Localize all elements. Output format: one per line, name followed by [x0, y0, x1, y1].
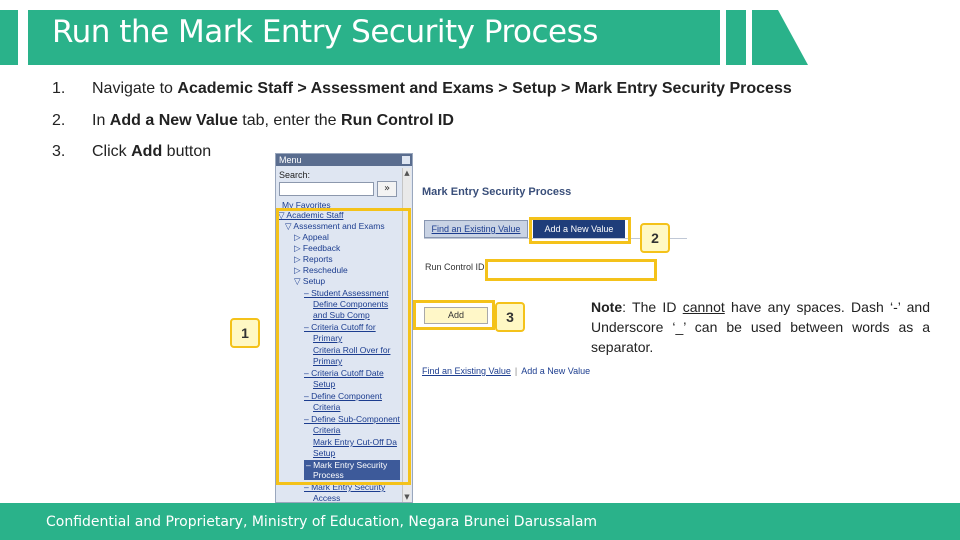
- menu-search-label: Search:: [279, 170, 311, 180]
- menu-item-mark-entry-security-access[interactable]: – Mark Entry Security: [304, 482, 386, 492]
- tab-find-existing-value[interactable]: Find an Existing Value: [424, 220, 528, 238]
- menu-item-reschedule[interactable]: ▷ Reschedule: [294, 265, 348, 275]
- deco-bar-1: [726, 10, 746, 65]
- menu-item-mark-entry-security-access-cont[interactable]: Access: [313, 493, 341, 503]
- menu-item-assessment-and-exams[interactable]: ▽ Assessment and Exams: [285, 221, 385, 231]
- step-text: Click Add button: [92, 143, 212, 160]
- deco-bar-2: [752, 10, 766, 65]
- menu-header: [276, 154, 412, 166]
- highlight-menu-path: [276, 208, 411, 485]
- note-text: Note: The ID cannot have any spaces. Dash ‘-’ and Underscore ‘_’ can be used between words as a separator.: [591, 299, 930, 355]
- menu-item-criteria-cutoff-primary[interactable]: – Criteria Cutoff for: [304, 322, 376, 332]
- step-text: Navigate to Academic Staff > Assessment and Exams > Setup > Mark Entry Security Process: [92, 80, 792, 97]
- menu-item-mark-entry-cutoff[interactable]: Mark Entry Cut-Off Da: [313, 437, 397, 447]
- menu-item-criteria-cutoff-date-cont[interactable]: Setup: [313, 379, 336, 389]
- scroll-up-icon[interactable]: ▲: [404, 169, 410, 177]
- step-badge-1: 1: [230, 318, 260, 348]
- menu-item-define-component-criteria[interactable]: – Define Component: [304, 391, 382, 401]
- step-number: 2.: [52, 112, 66, 129]
- step-badge-3: 3: [495, 302, 525, 332]
- screen-title: Mark Entry Security Process: [422, 186, 572, 198]
- menu-item-my-favorites[interactable]: My Favorites: [282, 200, 331, 210]
- menu-item-criteria-cutoff-primary-cont[interactable]: Primary: [313, 333, 343, 343]
- menu-item-feedback[interactable]: ▷ Feedback: [294, 243, 341, 253]
- highlight-add-button: [413, 300, 495, 330]
- tab-add-new-value[interactable]: Add a New Value: [533, 220, 625, 238]
- menu-item-criteria-rollover-cont[interactable]: Primary: [313, 356, 343, 366]
- deco-triangle: [766, 10, 810, 65]
- menu-item-define-components-cont[interactable]: and Sub Comp: [313, 310, 370, 320]
- menu-item-criteria-cutoff-date[interactable]: – Criteria Cutoff Date: [304, 368, 384, 378]
- scroll-down-icon[interactable]: ▼: [404, 493, 410, 501]
- menu-item-mark-entry-security-process[interactable]: – Mark Entry Security: [304, 460, 400, 470]
- menu-item-criteria-rollover[interactable]: Criteria Roll Over for: [313, 345, 391, 355]
- link-separator: |: [514, 366, 518, 376]
- menu-item-academic-staff[interactable]: ▽ Academic Staff: [278, 210, 344, 220]
- menu-item-student-assessment[interactable]: – Student Assessment: [304, 288, 389, 298]
- highlight-run-control-id: [485, 259, 657, 281]
- menu-item-mark-entry-security-process-cont[interactable]: Process: [304, 470, 400, 480]
- menu-item-define-component-criteria-cont[interactable]: Criteria: [313, 402, 341, 412]
- menu-item-mark-entry-cutoff-cont[interactable]: Setup: [313, 448, 336, 458]
- highlight-add-new-value-tab: [529, 217, 631, 244]
- step-number: 1.: [52, 80, 66, 97]
- step-badge-2: 2: [640, 223, 670, 253]
- menu-item-reports[interactable]: ▷ Reports: [294, 254, 333, 264]
- menu-item-define-components[interactable]: Define Components: [313, 299, 389, 309]
- run-control-id-label: Run Control ID:: [425, 262, 488, 272]
- footer-text: Confidential and Proprietary, Ministry of Education, Negara Brunei Darussalam: [46, 514, 598, 530]
- menu-search-button[interactable]: »: [377, 181, 397, 197]
- page-title: Run the Mark Entry Security Process: [52, 14, 598, 50]
- menu-item-define-subcomponent-cont[interactable]: Criteria: [313, 425, 341, 435]
- title-divider: [18, 10, 28, 65]
- menu-search-input[interactable]: [279, 182, 374, 196]
- link-add-new-value[interactable]: Add a New Value: [521, 366, 591, 376]
- step-text: In Add a New Value tab, enter the Run Control ID: [92, 112, 454, 129]
- minimize-icon[interactable]: [402, 156, 410, 164]
- menu-item-define-subcomponent[interactable]: – Define Sub-Component: [304, 414, 400, 424]
- bottom-links: [422, 366, 590, 376]
- menu-item-appeal[interactable]: ▷ Appeal: [294, 232, 329, 242]
- menu-item-setup[interactable]: ▽ Setup: [294, 276, 326, 286]
- add-button[interactable]: Add: [424, 307, 488, 324]
- link-find-existing-value[interactable]: Find an Existing Value: [422, 366, 511, 376]
- step-number: 3.: [52, 143, 66, 160]
- menu-title: Menu: [279, 155, 302, 165]
